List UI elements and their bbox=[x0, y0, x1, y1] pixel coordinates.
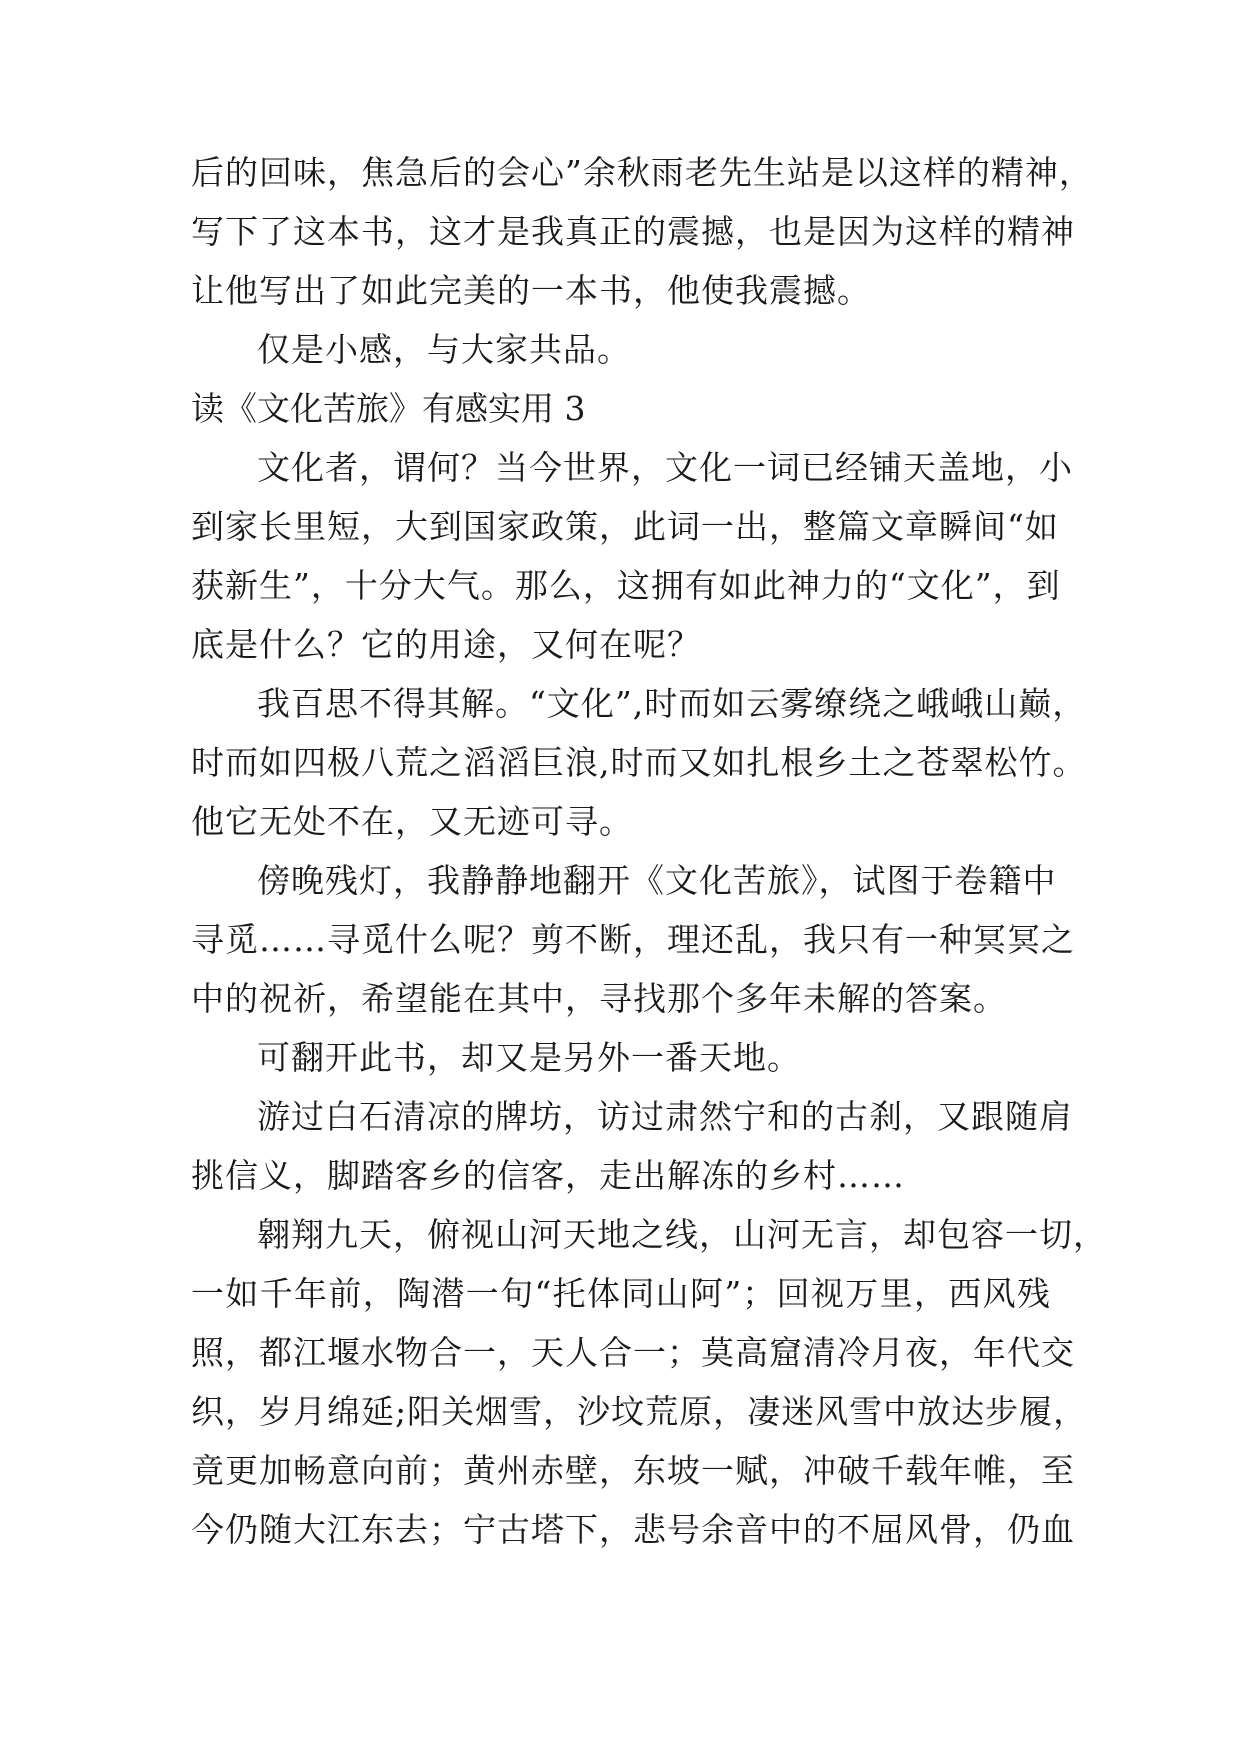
text-line: 他它无处不在，又无迹可寻。 bbox=[191, 802, 633, 841]
text-line: 文化者，谓何？当今世界，文化一词已经铺天盖地，小 bbox=[257, 448, 1073, 487]
text-line: 仅是小感，与大家共品。 bbox=[257, 330, 631, 369]
section-heading: 读《文化苦旅》有感实用 3 bbox=[191, 389, 586, 428]
text-line: 让他写出了如此完美的一本书，他使我震撼。 bbox=[191, 271, 871, 310]
text-line: 可翻开此书，却又是另外一番天地。 bbox=[257, 1038, 801, 1077]
text-line: 时而如四极八荒之滔滔巨浪,时而又如扎根乡土之苍翠松竹。 bbox=[191, 743, 1087, 782]
text-line: 到家长里短，大到国家政策，此词一出，整篇文章瞬间“如 bbox=[191, 507, 1059, 546]
text-line: 写下了这本书，这才是我真正的震撼，也是因为这样的精神 bbox=[191, 212, 1075, 251]
text-line: 竟更加畅意向前；黄州赤壁，东坡一赋，冲破千载年帷，至 bbox=[191, 1451, 1075, 1490]
text-line: 获新生”，十分大气。那么，这拥有如此神力的“文化”，到 bbox=[191, 566, 1061, 605]
text-line: 游过白石清凉的牌坊，访过肃然宁和的古刹，又跟随肩 bbox=[257, 1097, 1073, 1136]
text-line: 底是什么？它的用途，又何在呢？ bbox=[191, 625, 701, 664]
text-line: 傍晚残灯，我静静地翻开《文化苦旅》，试图于卷籍中 bbox=[257, 861, 1057, 900]
text-line: 织，岁月绵延;阳关烟雪，沙坟荒原，凄迷风雪中放达步履， bbox=[191, 1392, 1088, 1431]
text-line: 挑信义，脚踏客乡的信客，走出解冻的乡村…… bbox=[191, 1156, 905, 1195]
text-line: 今仍随大江东去；宁古塔下，悲号余音中的不屈风骨，仍血 bbox=[191, 1510, 1075, 1549]
text-line: 后的回味，焦急后的会心”余秋雨老先生站是以这样的精神， bbox=[191, 153, 1093, 192]
text-line: 寻觅……寻觅什么呢？剪不断，理还乱，我只有一种冥冥之 bbox=[191, 920, 1075, 959]
text-line: 我百思不得其解。“文化”,时而如云雾缭绕之峨峨山巅， bbox=[257, 684, 1087, 723]
text-line: 一如千年前，陶潜一句“托体同山阿”；回视万里，西风残 bbox=[191, 1274, 1051, 1313]
text-line: 照，都江堰水物合一，天人合一；莫高窟清冷月夜，年代交 bbox=[191, 1333, 1075, 1372]
text-line: 中的祝祈，希望能在其中，寻找那个多年未解的答案。 bbox=[191, 979, 1007, 1018]
text-line: 翱翔九天，俯视山河天地之线，山河无言，却包容一切， bbox=[257, 1215, 1107, 1254]
